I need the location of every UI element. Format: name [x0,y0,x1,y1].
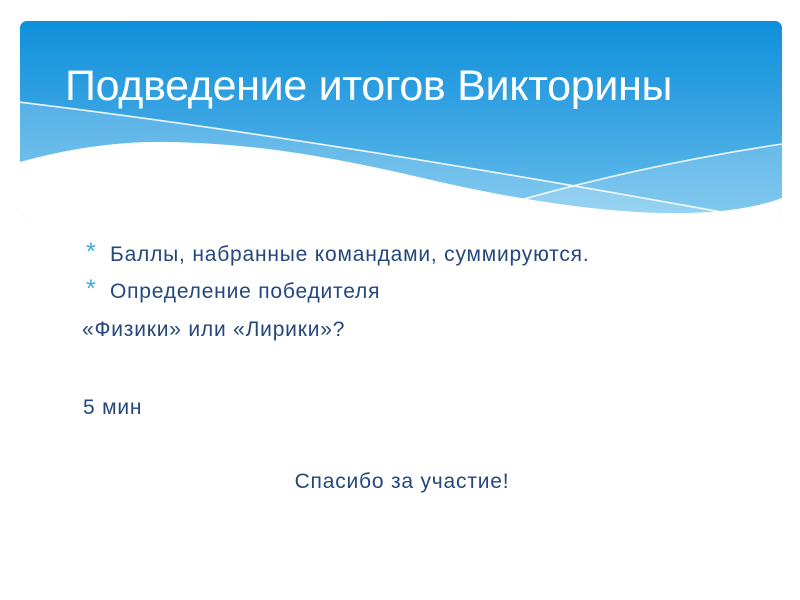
duration-text: 5 мин [83,396,143,419]
asterisk-bullet-icon: * [86,275,97,303]
bullet-list [86,236,589,310]
bullet-item [86,236,589,273]
slide-title: Подведение итогов Викторины [65,62,673,110]
wave-decoration [20,21,782,217]
title-banner [20,21,782,217]
bullet-item [86,273,589,310]
bullet-text: Определение победителя [110,280,381,303]
continuation-text: «Физики» или «Лирики»? [82,318,346,341]
closing-text: Спасибо за участие! [294,470,510,493]
bullet-text: Баллы, набранные командами, суммируются. [110,243,590,266]
asterisk-bullet-icon: * [86,238,97,266]
